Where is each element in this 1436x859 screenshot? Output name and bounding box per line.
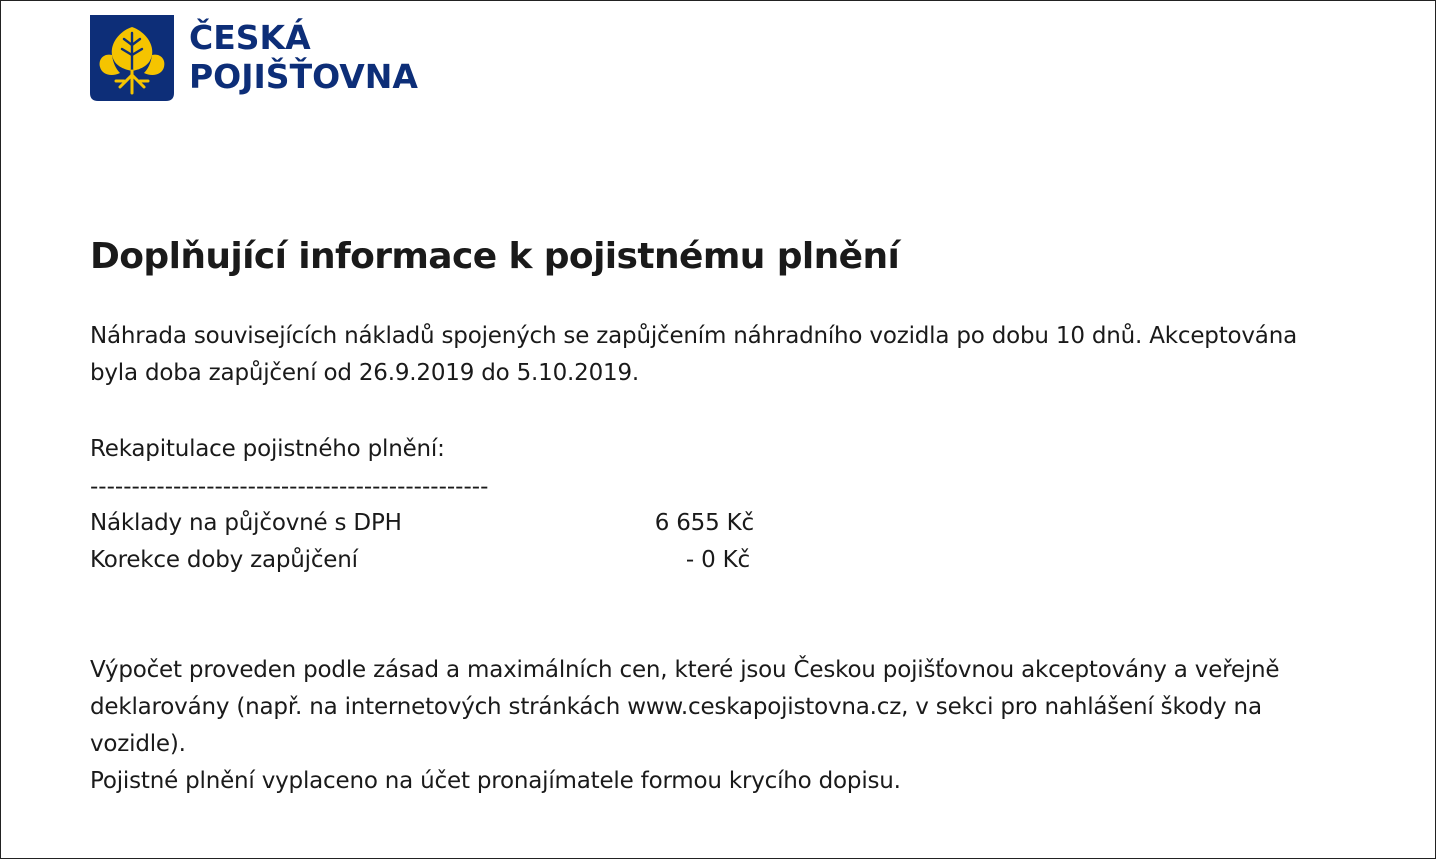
paragraph-rental-line1: Náhrada souvisejících nákladů spojených se zapůjčením náhradního vozidla po dobu 10 dnů. Akceptována [90, 323, 1297, 349]
paragraph-rental-info [90, 318, 1297, 392]
recap-title: Rekapitulace pojistného plnění: [90, 436, 445, 462]
brand-name-line1: ČESKÁ [189, 18, 311, 57]
recap-row-value: 6 655 Kč [654, 510, 754, 536]
recap-divider: ------------------------------------------------ [90, 474, 489, 500]
recap-row-value: - 0 Kč [685, 547, 750, 573]
brand-name [189, 18, 418, 96]
paragraph-rental-line2: byla doba zapůjčení od 26.9.2019 do 5.10.2019. [90, 360, 639, 386]
paragraph-calculation-note [90, 652, 1279, 800]
recap-row-rental-cost [90, 505, 754, 542]
umbrella-linden-leaf-icon [90, 15, 174, 101]
brand-name-line2: POJIŠŤOVNA [189, 57, 418, 96]
paragraph-calc-line4: Pojistné plnění vyplaceno na účet pronajímatele formou krycího dopisu. [90, 768, 901, 794]
paragraph-calc-line2: deklarovány (např. na internetových stránkách www.ceskapojistovna.cz, v sekci pro nahlášení škody na [90, 694, 1262, 720]
recap-row-label: Náklady na půjčovné s DPH [90, 510, 402, 536]
recap-row-correction [90, 542, 754, 579]
paragraph-calc-line1: Výpočet proveden podle zásad a maximálních cen, které jsou Českou pojišťovnou akceptovány a veřejně [90, 657, 1280, 683]
paragraph-calc-line3: vozidle). [90, 731, 186, 757]
recap-row-label: Korekce doby zapůjčení [90, 547, 358, 573]
page-title: Doplňující informace k pojistnému plnění [90, 236, 900, 277]
brand-logo [90, 15, 418, 101]
